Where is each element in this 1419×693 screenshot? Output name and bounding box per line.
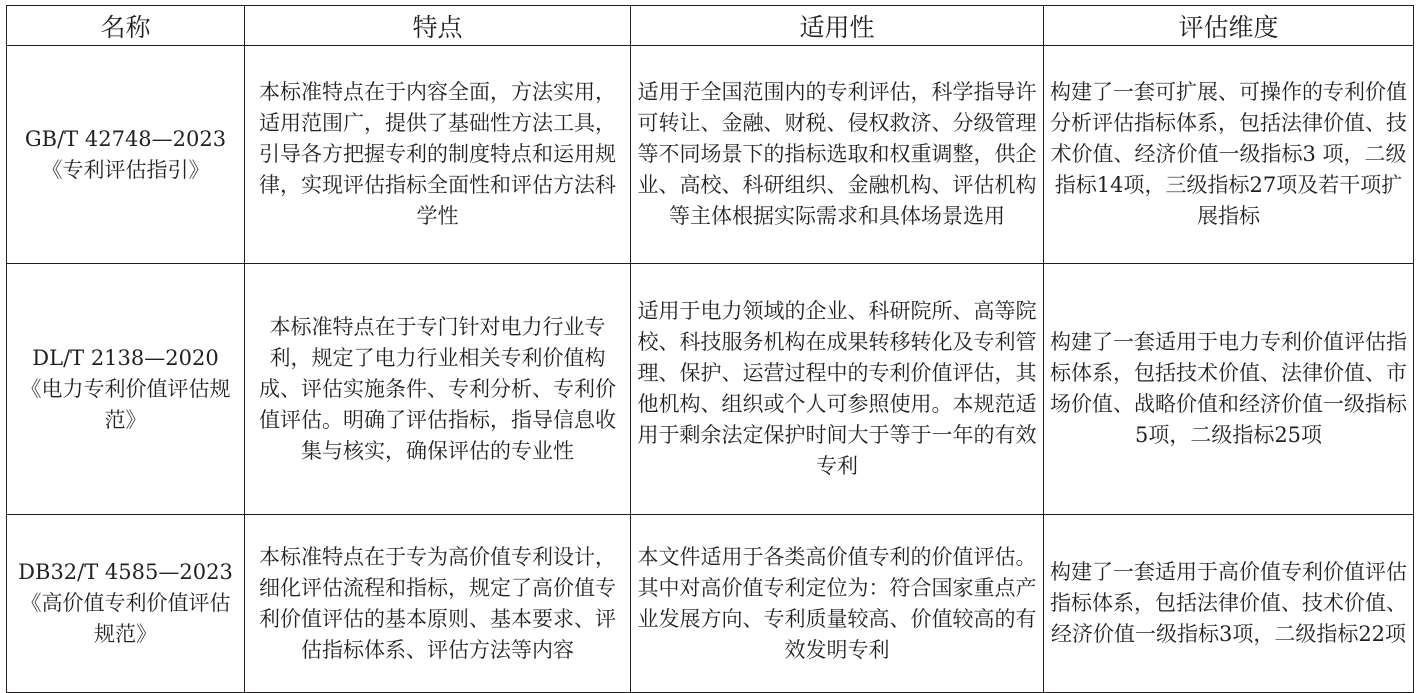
- standard-name-cell: DL/T 2138—2020 《电力专利价值评估规范》: [7, 264, 245, 515]
- header-applicability: 适用性: [631, 6, 1044, 46]
- features-cell: 本标准特点在于专为高价值专利设计，细化评估流程和指标，规定了高价值专利价值评估的基本原则、基本要求、评估指标体系、评估方法等内容: [245, 515, 631, 693]
- dimensions-cell: 构建了一套适用于电力专利价值评估指标体系，包括技术价值、法律价值、市场价值、战略价值和经济价值一级指标5项，二级指标25项: [1044, 264, 1414, 515]
- dimensions-cell: 构建了一套可扩展、可操作的专利价值分析评估指标体系，包括法律价值、技术价值、经济价值一级指标3 项，二级指标14项，三级指标27项及若干项扩展指标: [1044, 46, 1414, 264]
- standards-comparison-table: [6, 5, 1414, 693]
- applicability-cell: 适用于全国范围内的专利评估，科学指导许可转让、金融、财税、侵权救济、分级管理等不同场景下的指标选取和权重调整，供企业、高校、科研组织、金融机构、评估机构等主体根据实际需求和具体场景选用: [631, 46, 1044, 264]
- features-cell: 本标准特点在于专门针对电力行业专利，规定了电力行业相关专利价值构成、评估实施条件、专利分析、专利价值评估。明确了评估指标，指导信息收集与核实，确保评估的专业性: [245, 264, 631, 515]
- header-features: 特点: [245, 6, 631, 46]
- header-name: 名称: [7, 6, 245, 46]
- standard-name-cell: DB32/T 4585—2023 《高价值专利价值评估规范》: [7, 515, 245, 693]
- table-header-row: [7, 6, 1414, 46]
- applicability-cell: 本文件适用于各类高价值专利的价值评估。其中对高价值专利定位为：符合国家重点产业发展方向、专利质量较高、价值较高的有效发明专利: [631, 515, 1044, 693]
- table-row: [7, 515, 1414, 693]
- applicability-cell: 适用于电力领域的企业、科研院所、高等院校、科技服务机构在成果转移转化及专利管理、保护、运营过程中的专利价值评估，其他机构、组织或个人可参照使用。本规范适用于剩余法定保护时间大于等于一年的有效专利: [631, 264, 1044, 515]
- standard-name-cell: GB/T 42748—2023 《专利评估指引》: [7, 46, 245, 264]
- features-cell: 本标准特点在于内容全面，方法实用，适用范围广，提供了基础性方法工具，引导各方把握专利的制度特点和运用规律，实现评估指标全面性和评估方法科学性: [245, 46, 631, 264]
- dimensions-cell: 构建了一套适用于高价值专利价值评估指标体系，包括法律价值、技术价值、经济价值一级指标3项，二级指标22项: [1044, 515, 1414, 693]
- header-dimensions: 评估维度: [1044, 6, 1414, 46]
- table-row: [7, 264, 1414, 515]
- table-row: [7, 46, 1414, 264]
